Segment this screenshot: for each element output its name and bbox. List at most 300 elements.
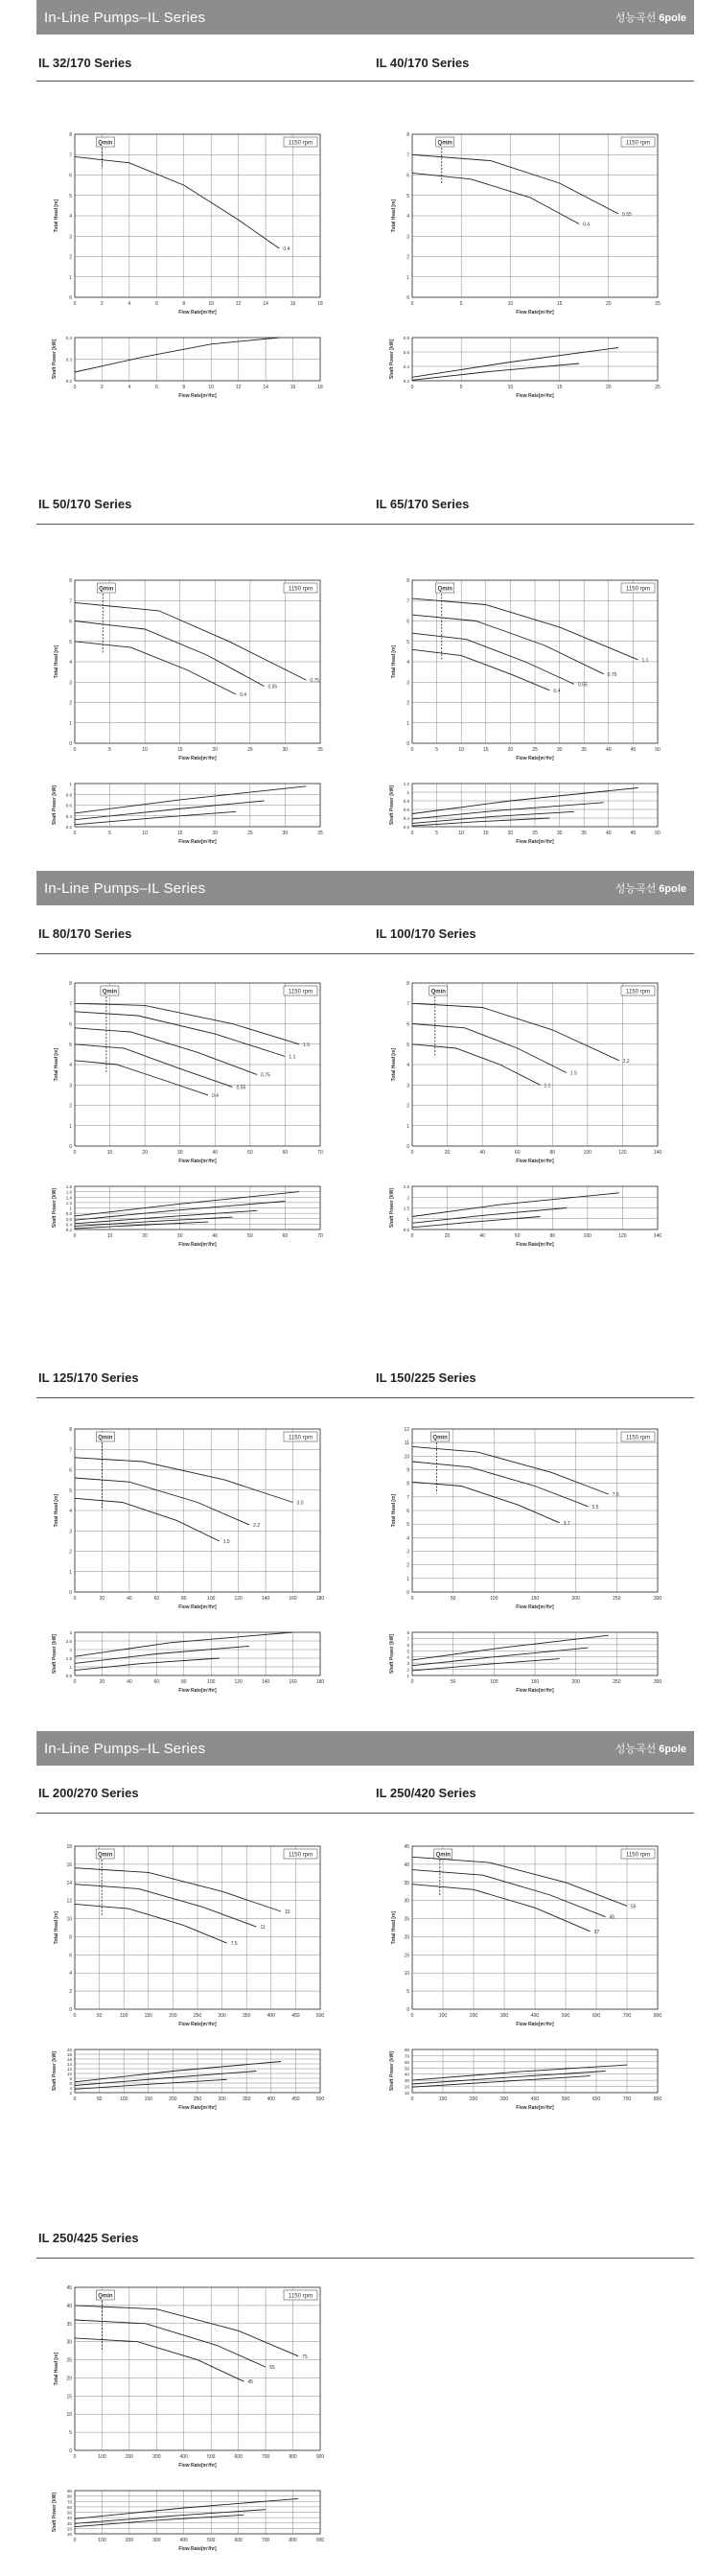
x-tick-label: 150: [530, 1679, 540, 1685]
x-tick-label: 8: [182, 301, 186, 307]
y-tick-label: 2: [69, 1103, 72, 1110]
x-tick-label: 15: [176, 831, 183, 836]
performance-chart-il-40-170: [376, 125, 683, 412]
rpm-label: 1150 rpm: [289, 586, 313, 593]
rpm-label: 1150 rpm: [289, 989, 313, 995]
x-axis-label: Flow Rate[m³/hr]: [178, 2022, 217, 2027]
x-tick-label: 15: [176, 747, 183, 753]
x-tick-label: 900: [315, 2454, 325, 2460]
y-tick-label: 1: [69, 782, 72, 786]
y-tick-label: 70: [404, 2053, 409, 2059]
y-tick-label: 5: [406, 1989, 409, 1996]
x-tick-label: 450: [291, 2096, 300, 2102]
y-tick-label: 40: [66, 2303, 72, 2309]
y-tick-label: 7: [406, 598, 409, 605]
series-title: IL 40/170 Series: [376, 56, 470, 70]
series-title: IL 100/170 Series: [376, 926, 476, 941]
rpm-label: 1150 rpm: [289, 140, 313, 147]
x-tick-label: 350: [243, 2013, 251, 2019]
y-tick-label: 1.4: [65, 1195, 72, 1201]
performance-chart-il-32-170: [38, 125, 345, 412]
y-tick-label: 1: [69, 1206, 72, 1211]
curve-label: 0.55: [622, 211, 632, 218]
power-plot: [52, 2048, 324, 2111]
power-curve: [75, 1646, 249, 1663]
y-tick-label: 30: [404, 1898, 409, 1905]
curve-label: 0.75: [607, 671, 617, 678]
x-tick-label: 800: [653, 2013, 662, 2019]
performance-chart-il-150-225: [376, 1419, 683, 1707]
y-tick-label: 40: [404, 1862, 409, 1868]
series-title: IL 80/170 Series: [38, 926, 132, 941]
power-curve: [75, 2498, 298, 2518]
performance-chart-il-80-170: [38, 973, 345, 1261]
y-tick-label: 0.2: [65, 1228, 72, 1232]
head-curve: [75, 2306, 298, 2356]
divider: [36, 1813, 694, 1814]
power-curve: [412, 1217, 541, 1228]
section-banner-1: [36, 0, 694, 35]
power-plot: [52, 2489, 324, 2552]
x-tick-label: 5: [435, 747, 438, 753]
y-tick-label: 0: [69, 1144, 72, 1150]
y-tick-label: 18: [66, 2052, 72, 2057]
y-tick-label: 4: [406, 1654, 409, 1660]
y-tick-label: 10: [66, 1916, 72, 1923]
x-tick-label: 25: [655, 385, 661, 390]
y-tick-label: 5: [69, 2430, 72, 2437]
y-axis-label: Total Head [m]: [54, 2352, 59, 2386]
x-tick-label: 2: [101, 301, 104, 307]
x-tick-label: 60: [153, 1596, 160, 1602]
y-tick-label: 2: [406, 1562, 409, 1569]
x-tick-label: 20: [444, 1233, 451, 1239]
head-curve: [75, 1868, 281, 1911]
x-tick-label: 10: [208, 301, 215, 307]
curve-label: 7.5: [612, 1492, 619, 1498]
y-axis-label: Shaft Power [kW]: [389, 1187, 395, 1229]
divider: [36, 524, 694, 525]
head-plot: [391, 1844, 661, 2027]
y-axis-label: Total Head [m]: [54, 1493, 59, 1528]
qmin-label: Qmin: [437, 140, 452, 147]
qmin-label: Qmin: [98, 1435, 113, 1441]
x-tick-label: 15: [483, 747, 489, 753]
y-tick-label: 4: [69, 1063, 72, 1068]
x-tick-label: 10: [106, 1233, 113, 1239]
y-tick-label: 40: [404, 2072, 409, 2077]
curve-label: 1.1: [544, 1083, 551, 1089]
y-tick-label: 4: [69, 214, 72, 220]
y-tick-label: 0.6: [403, 808, 409, 812]
y-tick-label: 6: [406, 619, 409, 625]
x-tick-label: 140: [261, 1679, 270, 1685]
x-tick-label: 25: [247, 747, 253, 753]
x-tick-label: 800: [289, 2538, 297, 2543]
y-tick-label: 2: [406, 1195, 409, 1201]
x-tick-label: 350: [243, 2096, 251, 2102]
power-curve: [412, 803, 604, 819]
x-axis-label: Flow Rate[m³/hr]: [516, 393, 554, 399]
x-tick-label: 18: [317, 301, 323, 307]
y-axis-label: Shaft Power [kW]: [52, 785, 58, 826]
curve-label: 5.5: [591, 1504, 599, 1510]
x-tick-label: 14: [263, 301, 268, 307]
x-axis-label: Flow Rate[m³/hr]: [516, 1242, 554, 1248]
curve-label: 2.2: [253, 1522, 260, 1529]
head-plot: [54, 1427, 324, 1610]
curve-label: 45: [609, 1914, 615, 1921]
x-tick-label: 2: [101, 385, 104, 390]
y-tick-label: 20: [404, 2084, 409, 2090]
y-tick-label: 2: [406, 1667, 409, 1673]
y-tick-label: 0.8: [403, 336, 409, 340]
x-tick-label: 180: [315, 1679, 325, 1685]
power-curve: [75, 1658, 220, 1671]
rpm-label: 1150 rpm: [626, 140, 650, 147]
x-tick-label: 70: [317, 1150, 323, 1156]
x-tick-label: 140: [653, 1150, 662, 1156]
head-curve: [412, 1870, 606, 1917]
x-tick-label: 150: [144, 2013, 152, 2019]
x-tick-label: 900: [315, 2538, 325, 2543]
y-tick-label: 1: [69, 1665, 72, 1670]
x-tick-label: 0: [73, 831, 77, 836]
y-tick-label: 0: [69, 1590, 72, 1596]
power-curve: [75, 1192, 299, 1216]
x-tick-label: 10: [106, 1150, 113, 1156]
y-tick-label: 3: [69, 234, 72, 241]
x-tick-label: 16: [290, 301, 296, 307]
y-tick-label: 1.2: [65, 1200, 72, 1206]
y-tick-label: 11: [404, 1440, 409, 1447]
y-tick-label: 25: [66, 2357, 72, 2364]
rpm-label: 1150 rpm: [626, 1435, 650, 1441]
y-tick-label: 6: [69, 619, 72, 625]
y-tick-label: 8: [69, 1427, 72, 1433]
x-tick-label: 10: [208, 385, 215, 390]
x-tick-label: 400: [530, 2096, 540, 2102]
head-curve: [412, 1482, 560, 1523]
head-curve: [75, 1478, 249, 1525]
y-tick-label: 1: [69, 1123, 72, 1130]
x-tick-label: 200: [571, 1679, 580, 1685]
y-tick-label: 8: [69, 981, 72, 987]
y-tick-label: 60: [66, 2504, 72, 2510]
x-tick-label: 40: [479, 1150, 485, 1156]
x-tick-label: 600: [234, 2538, 243, 2543]
x-tick-label: 50: [247, 1150, 253, 1156]
x-tick-label: 100: [490, 1679, 499, 1685]
x-tick-label: 12: [235, 301, 242, 307]
y-axis-label: Shaft Power [kW]: [389, 1633, 395, 1674]
y-tick-label: 6: [406, 173, 409, 179]
curve-label: 15: [285, 1909, 290, 1915]
x-tick-label: 250: [193, 2096, 202, 2102]
curve-label: 0.4: [211, 1092, 219, 1099]
y-tick-label: 0.4: [403, 364, 409, 369]
y-tick-label: 25: [404, 1916, 409, 1923]
x-tick-label: 25: [655, 301, 661, 307]
x-tick-label: 60: [153, 1679, 160, 1685]
y-tick-label: 7: [406, 1636, 409, 1642]
y-tick-label: 8: [406, 132, 409, 138]
x-tick-label: 200: [169, 2013, 177, 2019]
x-axis-label: Flow Rate[m³/hr]: [178, 1242, 217, 1248]
x-tick-label: 50: [96, 2013, 103, 2019]
y-tick-label: 4: [69, 1509, 72, 1514]
x-tick-label: 500: [315, 2013, 325, 2019]
x-tick-label: 500: [207, 2454, 216, 2460]
power-plot: [52, 336, 323, 399]
banner-subtitle: 성능곡선 6pole: [615, 883, 686, 895]
x-tick-label: 0: [73, 2096, 77, 2102]
y-tick-label: 2: [406, 700, 409, 707]
y-tick-label: 15: [404, 1953, 409, 1959]
y-tick-label: 15: [66, 2394, 72, 2400]
x-tick-label: 0: [73, 1596, 77, 1602]
y-tick-label: 0.8: [403, 799, 409, 804]
curve-label: 0.55: [267, 684, 278, 691]
x-tick-label: 0: [73, 2454, 77, 2460]
x-tick-label: 300: [152, 2454, 161, 2460]
y-tick-label: 12: [404, 1427, 409, 1433]
x-tick-label: 200: [469, 2013, 478, 2019]
x-tick-label: 6: [154, 385, 158, 390]
y-tick-label: 0.5: [65, 1674, 72, 1678]
y-tick-label: 7: [406, 1001, 409, 1008]
x-tick-label: 600: [591, 2096, 601, 2102]
y-tick-label: 20: [66, 2376, 72, 2382]
x-tick-label: 50: [450, 1679, 456, 1685]
x-tick-label: 150: [144, 2096, 152, 2102]
qmin-label: Qmin: [99, 586, 114, 593]
y-tick-label: 10: [404, 2091, 409, 2096]
x-tick-label: 50: [247, 1233, 253, 1239]
head-curve: [412, 615, 604, 674]
y-tick-label: 4: [406, 1535, 409, 1542]
curve-label: 1.5: [569, 1070, 577, 1077]
x-tick-label: 100: [583, 1150, 592, 1156]
y-tick-label: 4: [69, 2086, 72, 2091]
x-tick-label: 50: [450, 1596, 456, 1602]
x-tick-label: 12: [235, 385, 242, 390]
x-tick-label: 18: [317, 385, 323, 390]
x-tick-label: 0: [73, 747, 77, 753]
performance-chart-il-50-170: [38, 571, 345, 858]
x-axis-label: Flow Rate[m³/hr]: [178, 393, 217, 399]
x-tick-label: 200: [571, 1596, 580, 1602]
x-tick-label: 40: [212, 1150, 219, 1156]
x-tick-label: 0: [410, 1596, 414, 1602]
series-title: IL 65/170 Series: [376, 497, 470, 511]
y-tick-label: 2: [406, 254, 409, 261]
x-tick-label: 700: [261, 2538, 270, 2543]
performance-chart-il-250-425: [38, 2278, 345, 2565]
x-tick-label: 60: [282, 1150, 289, 1156]
curve-label: 3.7: [563, 1520, 570, 1527]
x-tick-label: 25: [532, 831, 538, 836]
x-tick-label: 40: [127, 1679, 132, 1685]
y-axis-label: Total Head [m]: [391, 1910, 397, 1945]
curve-label: 0.55: [236, 1085, 246, 1091]
y-tick-label: 0: [69, 2007, 72, 2013]
x-tick-label: 100: [98, 2454, 106, 2460]
x-tick-label: 600: [234, 2454, 243, 2460]
curve-label: 1.1: [641, 657, 649, 664]
x-tick-label: 20: [507, 831, 514, 836]
series-title: IL 250/420 Series: [376, 1786, 476, 1800]
x-tick-label: 10: [142, 747, 148, 753]
y-tick-label: 5: [406, 1522, 409, 1529]
curve-label: 0.4: [583, 222, 591, 228]
x-tick-label: 250: [613, 1596, 621, 1602]
x-tick-label: 15: [556, 301, 563, 307]
divider: [36, 1397, 694, 1398]
y-tick-label: 1.2: [403, 782, 409, 786]
power-curve: [75, 786, 306, 813]
head-curve: [412, 1003, 619, 1061]
y-tick-label: 30: [66, 2339, 72, 2346]
y-tick-label: 5: [69, 1487, 72, 1494]
x-axis-label: Flow Rate[m³/hr]: [516, 1159, 554, 1164]
y-tick-label: 2: [69, 1648, 72, 1652]
head-curve: [75, 1044, 233, 1088]
y-tick-label: 12: [66, 1898, 72, 1905]
y-axis-label: Shaft Power [kW]: [389, 785, 395, 826]
x-tick-label: 20: [99, 1679, 105, 1685]
x-tick-label: 0: [410, 1150, 414, 1156]
x-tick-label: 60: [514, 1150, 521, 1156]
y-tick-label: 1.5: [65, 1656, 72, 1661]
y-tick-label: 8: [69, 1934, 72, 1941]
x-tick-label: 400: [267, 2096, 275, 2102]
x-tick-label: 30: [556, 831, 563, 836]
y-tick-label: 1: [406, 274, 409, 281]
x-tick-label: 250: [193, 2013, 202, 2019]
y-tick-label: 0: [69, 2448, 72, 2454]
x-tick-label: 30: [176, 1233, 183, 1239]
series-title: IL 50/170 Series: [38, 497, 132, 511]
y-tick-label: 1: [69, 1569, 72, 1576]
y-tick-label: 1: [406, 1576, 409, 1582]
y-tick-label: 3: [406, 1549, 409, 1556]
x-tick-label: 5: [108, 831, 111, 836]
divider: [36, 953, 694, 954]
y-tick-label: 35: [66, 2321, 72, 2328]
head-plot: [54, 1844, 324, 2027]
head-curve: [412, 598, 638, 660]
curve-label: 1.5: [222, 1538, 230, 1545]
curve-label: 11: [260, 1925, 266, 1932]
y-tick-label: 5: [406, 193, 409, 199]
y-tick-label: 4: [406, 660, 409, 666]
x-tick-label: 30: [556, 747, 563, 753]
curve-label: 0.4: [283, 246, 290, 252]
x-axis-label: Flow Rate[m³/hr]: [516, 310, 554, 316]
x-tick-label: 100: [583, 1233, 592, 1239]
y-tick-label: 80: [66, 2494, 72, 2499]
x-tick-label: 700: [622, 2013, 632, 2019]
x-tick-label: 5: [435, 831, 438, 836]
head-curve: [412, 154, 618, 214]
y-tick-label: 45: [66, 2285, 72, 2291]
power-curve: [412, 1659, 560, 1671]
y-tick-label: 5: [69, 1042, 72, 1048]
x-tick-label: 80: [549, 1233, 556, 1239]
x-tick-label: 100: [98, 2538, 106, 2543]
y-tick-label: 0.2: [403, 825, 409, 830]
y-tick-label: 6: [69, 2081, 72, 2086]
y-tick-label: 14: [66, 1880, 72, 1886]
x-tick-label: 0: [410, 831, 414, 836]
head-curve: [75, 156, 279, 248]
series-title: IL 250/425 Series: [38, 2231, 139, 2245]
x-tick-label: 4: [128, 385, 131, 390]
y-tick-label: 0: [406, 1144, 409, 1150]
y-axis-label: Shaft Power [kW]: [52, 339, 58, 380]
x-tick-label: 20: [444, 1150, 451, 1156]
x-tick-label: 50: [655, 831, 661, 836]
x-tick-label: 0: [410, 301, 414, 307]
y-tick-label: 30: [66, 2520, 72, 2526]
y-tick-label: 4: [69, 660, 72, 666]
y-tick-label: 5: [406, 1649, 409, 1654]
x-tick-label: 100: [207, 1679, 216, 1685]
head-plot: [54, 2285, 324, 2469]
x-axis-label: Flow Rate[m³/hr]: [178, 2546, 217, 2552]
x-tick-label: 60: [282, 1233, 289, 1239]
y-tick-label: 2.5: [65, 1639, 72, 1644]
x-tick-label: 30: [282, 747, 289, 753]
power-plot: [52, 1630, 324, 1694]
x-tick-label: 0: [410, 1679, 414, 1685]
x-tick-label: 20: [99, 1596, 105, 1602]
x-tick-label: 80: [180, 1679, 187, 1685]
y-tick-label: 4: [406, 1063, 409, 1068]
x-tick-label: 20: [142, 1150, 148, 1156]
y-tick-label: 20: [66, 2048, 72, 2052]
y-tick-label: 7: [69, 1001, 72, 1008]
y-tick-label: 0.2: [65, 379, 72, 384]
y-tick-label: 14: [66, 2062, 72, 2067]
head-plot: [54, 578, 323, 761]
performance-chart-il-250-420: [376, 1837, 683, 2124]
y-tick-label: 80: [404, 2048, 409, 2052]
x-tick-label: 30: [176, 1150, 183, 1156]
y-tick-label: 7: [69, 598, 72, 605]
y-axis-label: Shaft Power [kW]: [52, 1187, 58, 1229]
y-tick-label: 10: [66, 2412, 72, 2419]
y-tick-label: 10: [404, 1971, 409, 1978]
y-axis-label: Total Head [m]: [391, 1493, 397, 1528]
y-tick-label: 1: [69, 274, 72, 281]
y-tick-label: 5: [69, 193, 72, 199]
x-tick-label: 160: [289, 1679, 297, 1685]
x-tick-label: 300: [653, 1596, 662, 1602]
head-curve: [75, 642, 236, 694]
y-tick-label: 2: [69, 254, 72, 261]
x-axis-label: Flow Rate[m³/hr]: [178, 1688, 217, 1694]
x-axis-label: Flow Rate[m³/hr]: [516, 839, 554, 845]
y-tick-label: 5: [406, 639, 409, 645]
x-axis-label: Flow Rate[m³/hr]: [178, 310, 217, 316]
series-title: IL 125/170 Series: [38, 1370, 139, 1385]
performance-chart-il-125-170: [38, 1419, 345, 1707]
y-tick-label: 0.5: [403, 1228, 409, 1232]
x-tick-label: 25: [247, 831, 253, 836]
y-tick-label: 0.2: [65, 825, 72, 830]
